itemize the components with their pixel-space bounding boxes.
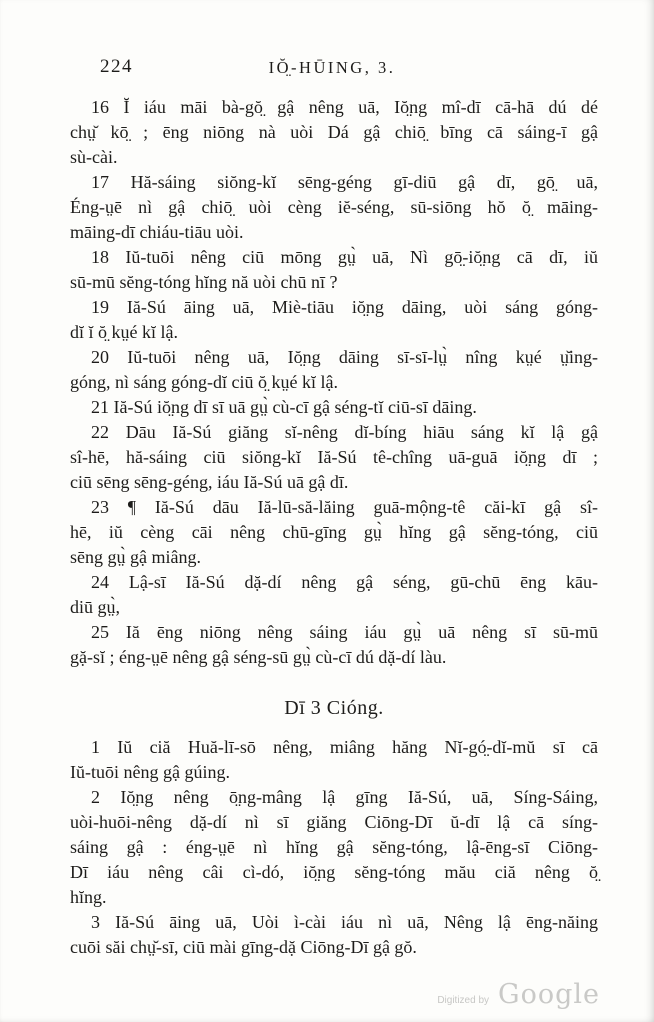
- verse-3-line: cuōi săi chṳ̆-sī, ciū mài gīng-dặ Ciōng-Dī gậ gŏ.: [70, 937, 417, 957]
- verse-23: [70, 495, 598, 570]
- verse-24-line: 24 Lậ-sī Iă-Sú dặ-dí nêng gậ séng, gū-chū ēng kāu-: [91, 572, 598, 592]
- verse-23-line: sēng gṳ̀ gậ miâng.: [70, 547, 201, 567]
- verse-16-line: chṳ̆ kō̤ ; ēng niōng nà uòi Dá gậ chiō̤ bīng cā sáing-ī gậ: [70, 122, 598, 142]
- verse-20-line: 20 Iŭ-tuōi nêng uā, Iŏ̤ng dāing sī-sī-lṳ̀ nîng kṳé ṳ̆ing-: [91, 347, 598, 367]
- verse-22-line: sî-hē, hă-sáing ciū siŏng-kĭ Iă-Sú tê-chîng uā-guā iŏ̤ng dī ;: [70, 447, 598, 467]
- text-block: [70, 95, 598, 960]
- verse-18: [70, 245, 598, 295]
- page-number: 224: [100, 56, 133, 77]
- google-logo: Google: [498, 979, 600, 1010]
- digitized-by-text: Digitized by: [437, 995, 490, 1006]
- verse-19-line: 19 Iă-Sú āing uā, Miè-tiāu iŏ̤ng dāing, uòi sáng góng-: [91, 297, 598, 317]
- page-header: [70, 56, 594, 82]
- verse-22-line: ciū sēng sēng-géng, iáu Iă-Sú uā gậ dī.: [70, 472, 349, 492]
- verse-17-line: 17 Hă-sáing siŏng-kĭ sēng-géng gī-diū gậ dī, gō̤ uā,: [91, 172, 598, 192]
- verse-20: [70, 345, 598, 395]
- verses-chapter-2: [70, 95, 598, 670]
- verse-2: [70, 785, 598, 910]
- verse-2-line: 2 Iŏ̤ng nêng ō̤ng-mâng lậ gīng Iă-Sú, uā, Síng-Sáing,: [91, 787, 598, 807]
- verse-22-line: 22 Dāu Iă-Sú giăng sĭ-nêng dĭ-bíng hiāu sáng kĭ lậ gậ: [91, 422, 598, 442]
- verse-18-line: sū-mū sĕng-tóng hĭng nă uòi chū nī ?: [70, 272, 338, 292]
- verse-18-line: 18 Iŭ-tuōi nêng ciū mōng gṳ̀ uā, Nì gō̤-iŏ̤ng cā dī, iŭ: [91, 247, 598, 267]
- verse-3: [70, 910, 598, 960]
- running-title: IŎ̤-HŪING, 3.: [268, 58, 396, 77]
- verse-23-line: hē, iŭ cèng cāi nêng chū-gīng gṳ̀ hĭng gậ sĕng-tóng, ciū: [70, 522, 598, 542]
- verse-23-line: 23 ¶ Iă-Sú dāu Iă-lū-să-lăing guā-mộng-tê căi-kī gậ sî-: [91, 497, 598, 517]
- chapter-heading: Dī 3 Cióng.: [284, 697, 384, 719]
- verse-25-line: 25 Iă ēng niōng nêng sáing iáu gṳ̀ uā nêng sī sū-mū: [91, 622, 598, 642]
- verse-25-line: gặ-sĭ ; éng-ṳē nêng gậ séng-sū gṳ̀ cù-cī dú dặ-dí làu.: [70, 647, 447, 667]
- verse-2-line: uòi-huōi-nêng dặ-dí nì sī giăng Ciōng-Dī ŭ-dī lậ cā síng-: [70, 812, 598, 832]
- verse-19: [70, 295, 598, 345]
- verse-17: [70, 170, 598, 245]
- verse-22: [70, 420, 598, 495]
- verse-1-line: 1 Iŭ ciă Huă-lī-sō nêng, miâng hăng Nĭ-gó̤-dĭ-mŭ sī cā: [91, 737, 598, 757]
- verse-17-line: Éng-ṳē nì gậ chiō̤ uòi cèng iĕ-séng, sū-siōng hŏ ŏ̤ māing-: [70, 197, 598, 217]
- verse-3-line: 3 Iă-Sú āing uā, Uòi ì-cài iáu nì uā, Nêng lậ ēng-năing: [91, 912, 598, 932]
- verse-19-line: dĭ ĭ ŏ̤ kṳé kĭ lậ.: [70, 322, 178, 342]
- verse-1-line: Iŭ-tuōi nêng gậ gúing.: [70, 762, 230, 782]
- verses-chapter-3: [70, 735, 598, 960]
- verse-24: [70, 570, 598, 620]
- verse-2-line: Dī iáu nêng câi cì-dó, iŏ̤ng sĕng-tóng mău ciă nêng ŏ̤: [70, 862, 598, 882]
- verse-25: [70, 620, 598, 670]
- verse-20-line: góng, nì sáng góng-dĭ ciū ŏ̤ kṳé kĭ lậ.: [70, 372, 338, 392]
- watermark: [437, 979, 600, 1010]
- verse-21-line: 21 Iă-Sú iŏ̤ng dī sī uā gṳ̀ cù-cī gậ séng-tĭ ciū-sī dāing.: [91, 397, 477, 417]
- verse-16-line: 16 Ĭ iáu māi bà-gŏ̤ gậ nêng uā, Iŏ̤ng mî-dī cā-hā dú dé: [91, 97, 598, 117]
- verse-16-line: sù-cài.: [70, 147, 118, 167]
- verse-2-line: sáing gậ : éng-ṳē nì hĭng gậ sĕng-tóng, lậ-ēng-sī Ciōng-: [70, 837, 598, 857]
- verse-16: [70, 95, 598, 170]
- verse-1: [70, 735, 598, 785]
- verse-17-line: māing-dī chiáu-tiāu uòi.: [70, 222, 244, 242]
- verse-21: [70, 395, 598, 420]
- verse-2-line: hĭng.: [70, 887, 107, 907]
- verse-24-line: diū gṳ̀,: [70, 597, 121, 617]
